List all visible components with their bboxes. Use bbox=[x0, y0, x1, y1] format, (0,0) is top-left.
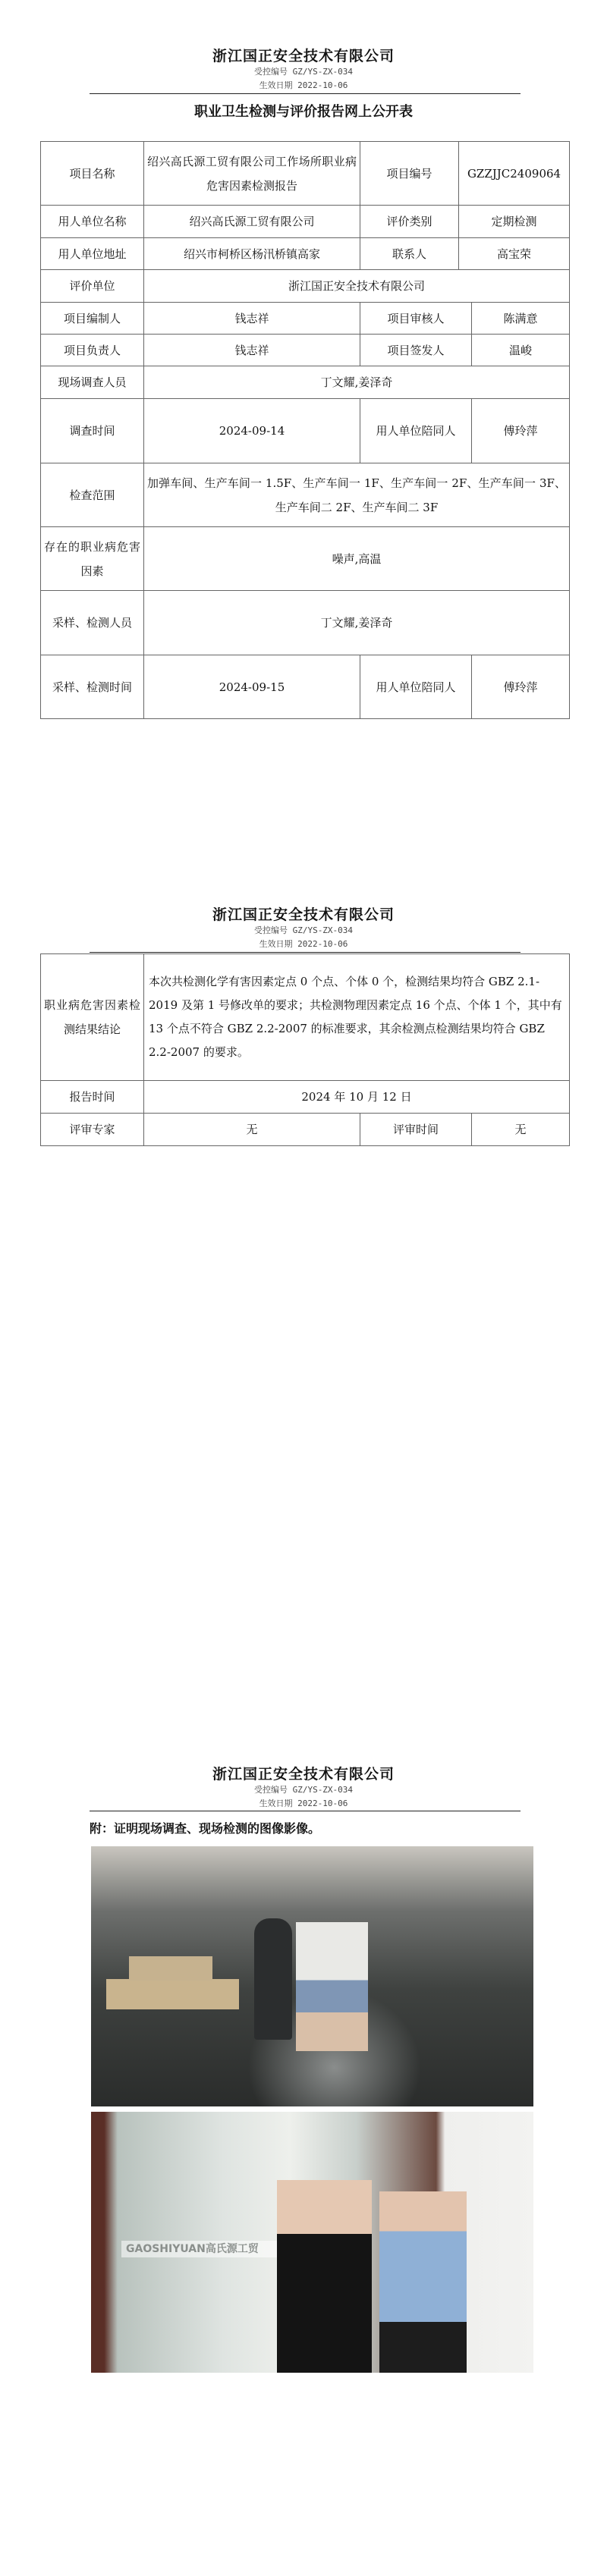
project-no-label: 项目编号 bbox=[360, 142, 459, 206]
company-name: 浙江国正安全技术有限公司 bbox=[212, 906, 395, 923]
issuer-label: 项目签发人 bbox=[360, 335, 472, 366]
sampling-staff-label: 采样、检测人员 bbox=[41, 591, 144, 655]
person-figure bbox=[254, 1918, 292, 2040]
effective-date: 生效日期 2022-10-06 bbox=[259, 939, 348, 949]
header-divider bbox=[90, 93, 521, 94]
survey-staff-label: 现场调查人员 bbox=[41, 366, 144, 399]
reviewer: 陈满意 bbox=[472, 303, 570, 335]
employer-name-label: 用人单位名称 bbox=[41, 206, 144, 238]
person-figure bbox=[277, 2180, 372, 2373]
table-row bbox=[41, 591, 570, 655]
sampling-time-label: 采样、检测时间 bbox=[41, 655, 144, 719]
escort2: 傅玲萍 bbox=[472, 655, 570, 719]
scope-label: 检查范围 bbox=[41, 463, 144, 527]
employer-addr: 绍兴市柯桥区杨汛桥镇高家 bbox=[144, 238, 360, 270]
table-row bbox=[41, 399, 570, 463]
table-row bbox=[41, 206, 570, 238]
hazards-label: 存在的职业病危害因素 bbox=[41, 527, 144, 591]
table-row bbox=[41, 270, 570, 303]
table-row bbox=[41, 335, 570, 366]
escort-label: 用人单位陪同人 bbox=[360, 399, 472, 463]
table-row bbox=[41, 366, 570, 399]
conclusion: 本次共检测化学有害因素定点 0 个点、个体 0 个，检测结果均符合 GBZ 2.1-2019 及第 1 号修改单的要求；共检测物理因素定点 16 个点、个体 1 个，其中有 13 个点不符合 GBZ 2.2-2007 的标准要求，其余检测点检测结果均符合 GBZ 2.2-2007 的要求。 bbox=[144, 954, 570, 1081]
report-time: 2024 年 10 月 12 日 bbox=[144, 1081, 570, 1114]
table-row bbox=[41, 142, 570, 206]
person-figure bbox=[296, 1922, 368, 2051]
control-number: 受控编号 GZ/YS-ZX-034 bbox=[253, 925, 354, 935]
project-name: 绍兴高氏源工贸有限公司工作场所职业病危害因素检测报告 bbox=[144, 142, 360, 206]
employer-name: 绍兴高氏源工贸有限公司 bbox=[144, 206, 360, 238]
control-number: 受控编号 GZ/YS-ZX-034 bbox=[253, 1785, 354, 1795]
attachment-note: 附：证明现场调查、现场检测的图像影像。 bbox=[90, 1821, 321, 1836]
conclusion-table bbox=[40, 953, 570, 1146]
escort2-label: 用人单位陪同人 bbox=[360, 655, 472, 719]
header-divider bbox=[90, 952, 521, 953]
table-row bbox=[41, 655, 570, 719]
table-row bbox=[41, 1114, 570, 1146]
compiler-label: 项目编制人 bbox=[41, 303, 144, 335]
survey-staff: 丁文耀,姜泽奇 bbox=[144, 366, 570, 399]
glass-door-sign: GAOSHIYUAN高氏源工贸 bbox=[121, 2241, 361, 2257]
leader: 钱志祥 bbox=[144, 335, 360, 366]
survey-time-label: 调查时间 bbox=[41, 399, 144, 463]
site-detection-photo bbox=[91, 2112, 533, 2373]
table-row bbox=[41, 463, 570, 527]
effective-date: 生效日期 2022-10-06 bbox=[259, 80, 348, 90]
company-name: 浙江国正安全技术有限公司 bbox=[212, 48, 395, 64]
sampling-staff: 丁文耀,姜泽奇 bbox=[144, 591, 570, 655]
issuer: 温峻 bbox=[472, 335, 570, 366]
page-title: 职业卫生检测与评价报告网上公开表 bbox=[194, 104, 413, 120]
table-row bbox=[41, 303, 570, 335]
eval-type-label: 评价类别 bbox=[360, 206, 459, 238]
disclosure-table bbox=[40, 141, 570, 719]
eval-unit-label: 评价单位 bbox=[41, 270, 144, 303]
table-row bbox=[41, 527, 570, 591]
hazards: 噪声,高温 bbox=[144, 527, 570, 591]
table-row bbox=[41, 954, 570, 1081]
leader-label: 项目负责人 bbox=[41, 335, 144, 366]
control-number: 受控编号 GZ/YS-ZX-034 bbox=[253, 67, 354, 77]
reviewer-label: 项目审核人 bbox=[360, 303, 472, 335]
company-name: 浙江国正安全技术有限公司 bbox=[212, 1766, 395, 1783]
cardboard-box bbox=[129, 1956, 212, 1981]
effective-date: 生效日期 2022-10-06 bbox=[259, 1798, 348, 1808]
contact: 高宝荣 bbox=[459, 238, 570, 270]
survey-time: 2024-09-14 bbox=[144, 399, 360, 463]
eval-unit: 浙江国正安全技术有限公司 bbox=[144, 270, 570, 303]
person-figure bbox=[379, 2191, 467, 2373]
site-survey-photo bbox=[91, 1846, 533, 2106]
conclusion-label: 职业病危害因素检测结果结论 bbox=[41, 954, 144, 1081]
expert-label: 评审专家 bbox=[41, 1114, 144, 1146]
employer-addr-label: 用人单位地址 bbox=[41, 238, 144, 270]
review-time-label: 评审时间 bbox=[360, 1114, 472, 1146]
project-no: GZZJJC2409064 bbox=[459, 142, 570, 206]
report-time-label: 报告时间 bbox=[41, 1081, 144, 1114]
review-time: 无 bbox=[472, 1114, 570, 1146]
expert: 无 bbox=[144, 1114, 360, 1146]
table-row bbox=[41, 1081, 570, 1114]
escort: 傅玲萍 bbox=[472, 399, 570, 463]
compiler: 钱志祥 bbox=[144, 303, 360, 335]
eval-type: 定期检测 bbox=[459, 206, 570, 238]
cardboard-box bbox=[106, 1979, 239, 2009]
scope: 加弹车间、生产车间一 1.5F、生产车间一 1F、生产车间一 2F、生产车间一 3F、生产车间二 2F、生产车间二 3F bbox=[144, 463, 570, 527]
sampling-time: 2024-09-15 bbox=[144, 655, 360, 719]
contact-label: 联系人 bbox=[360, 238, 459, 270]
project-name-label: 项目名称 bbox=[41, 142, 144, 206]
table-row bbox=[41, 238, 570, 270]
